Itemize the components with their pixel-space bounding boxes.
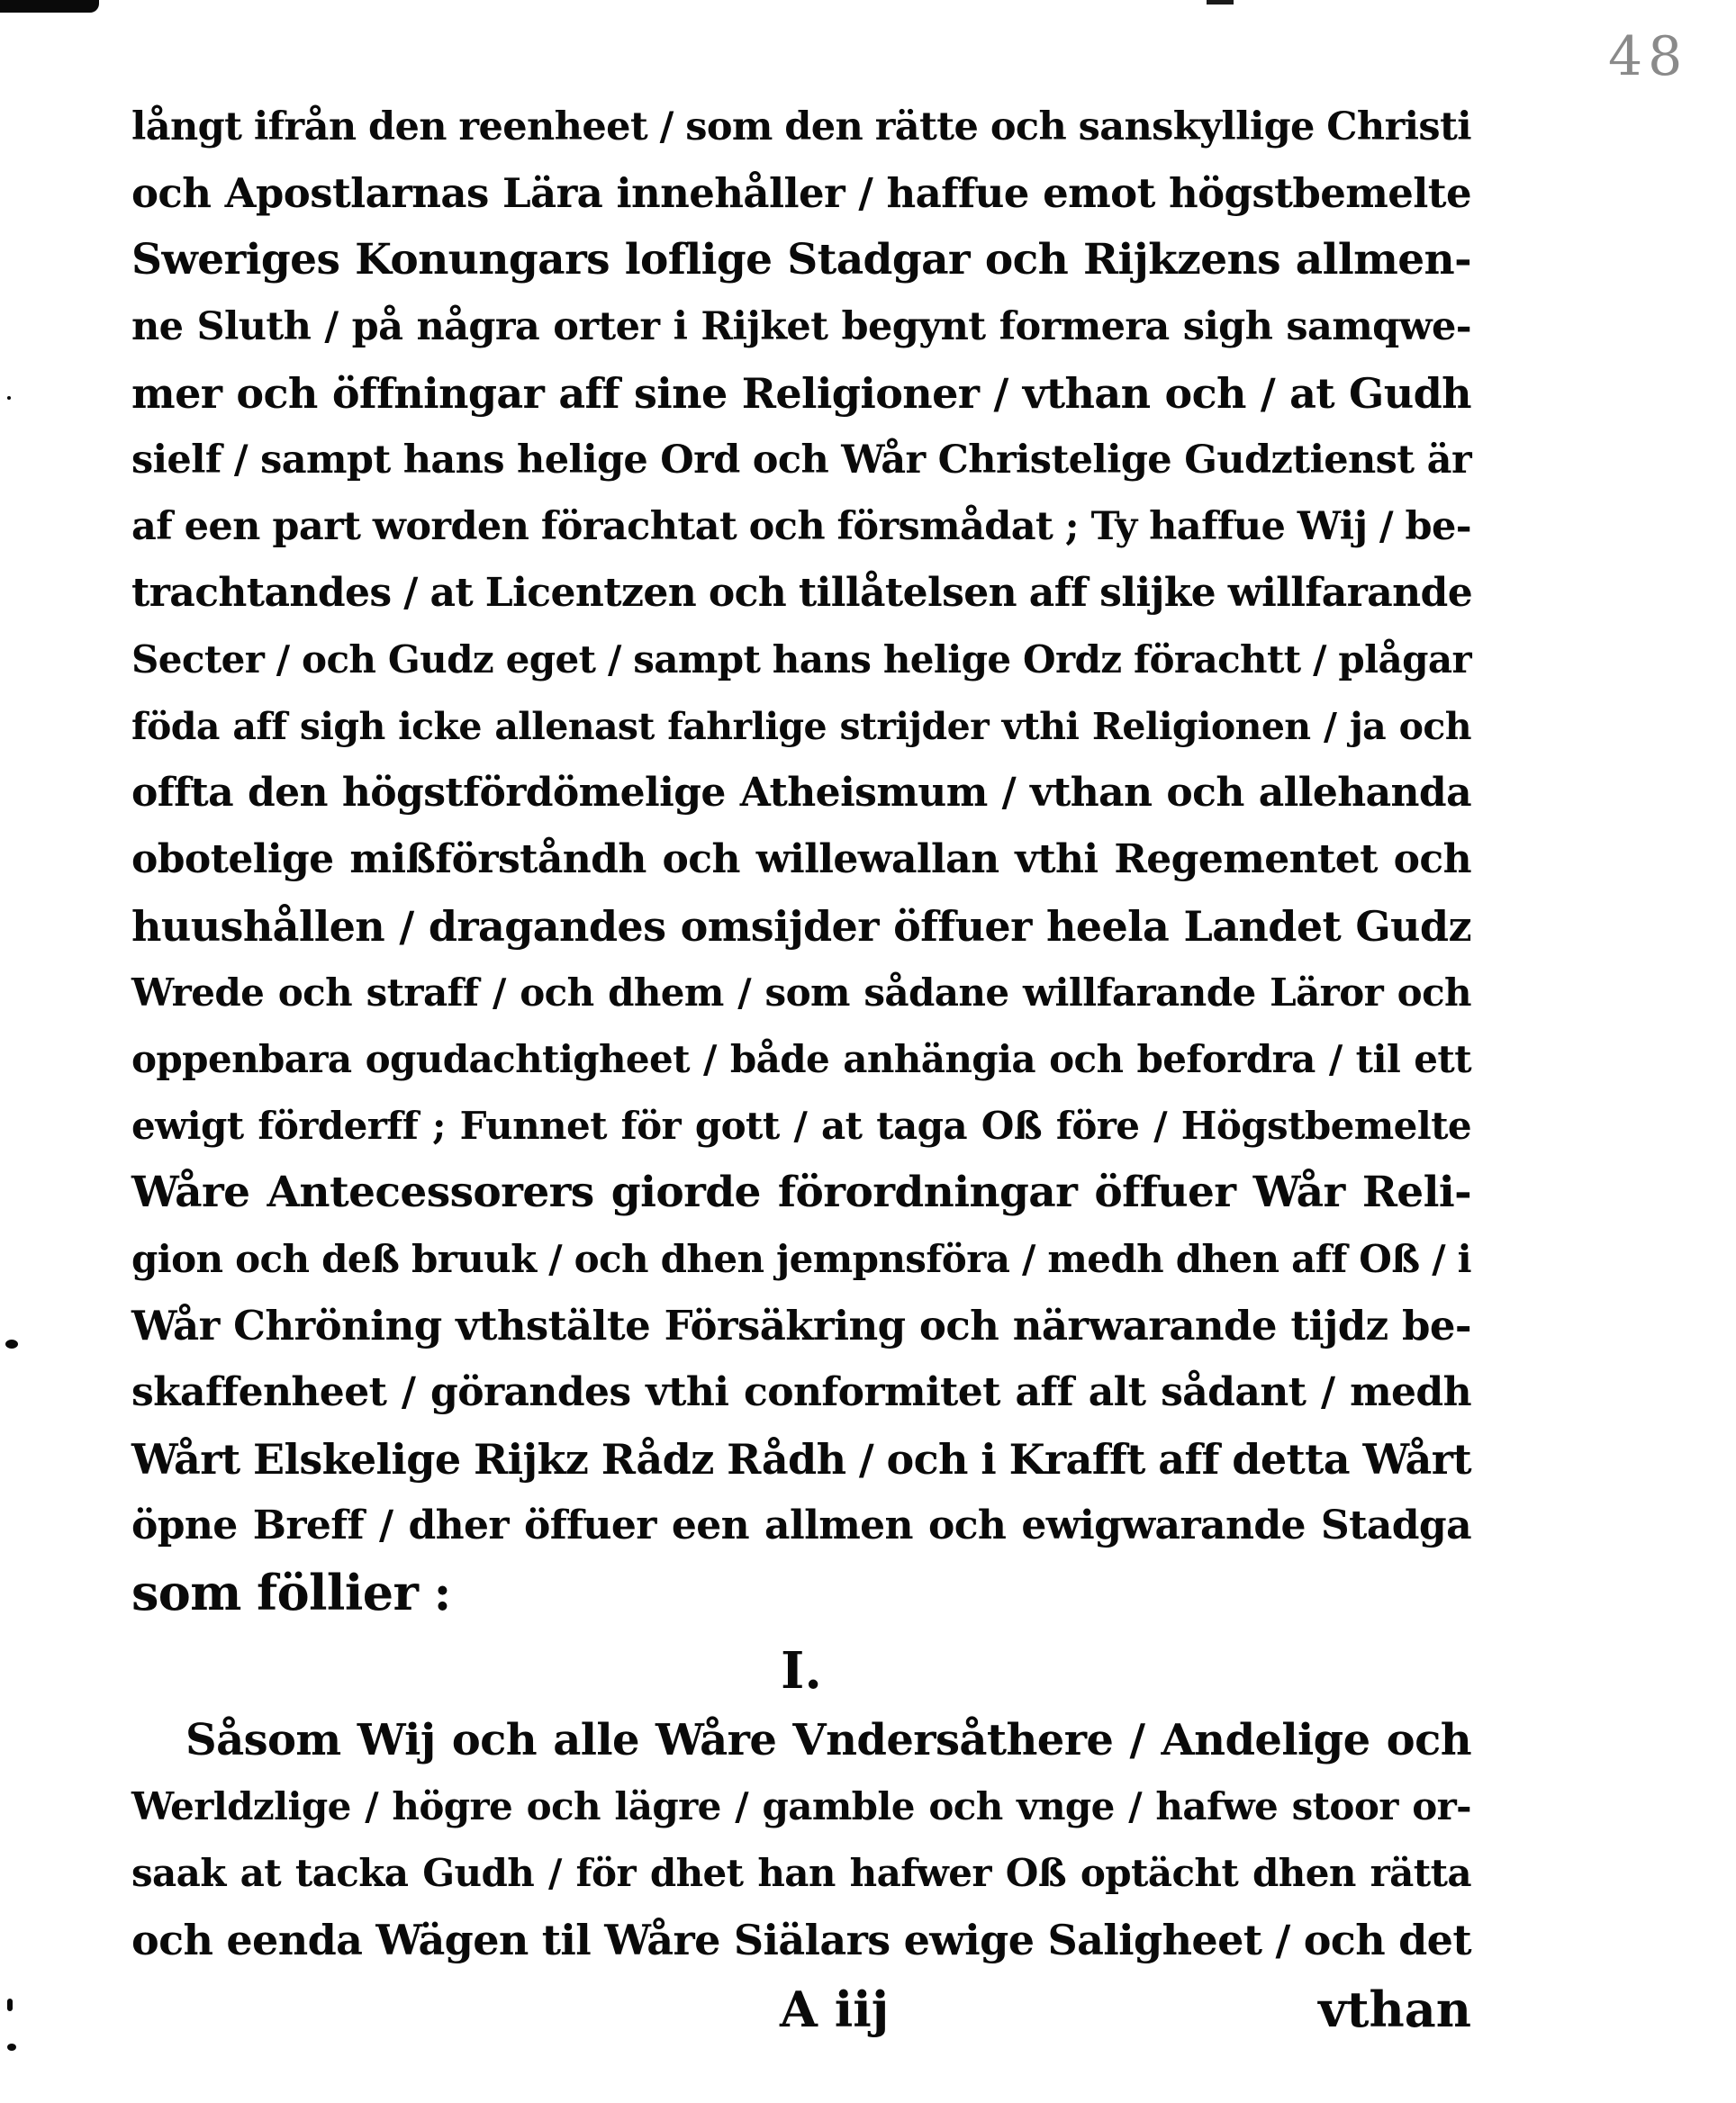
text-line: gion och deß bruuk / och dhen jempnsföra / medh dhen aff Oß / i [131,1237,1471,1281]
text-line: Wåre Antecessorers giorde förordningar öffuer Wår Reli- [131,1168,1471,1217]
text-line: ne Sluth / på några orter i Rijket begynt formera sigh samqwe- [131,304,1471,349]
catchword: vthan [1318,1981,1471,2038]
text-line: af een part worden förachtat och försmådat ; Ty haffue Wij / be- [131,504,1471,549]
text-line: långt ifrån den reenheet / som den rätte och sanskyllige Christi [131,104,1471,149]
text-line: offta den högstfördömelige Atheismum / vthan och allehanda [131,770,1471,816]
section-text-line: Werldzlige / högre och lägre / gamble och vnge / hafwe stoor or- [131,1784,1471,1828]
body-text [131,94,1471,2045]
margin-ink-dot [7,2044,16,2051]
top-edge-shadow [0,0,99,13]
text-line: obotelige mißförståndh och willewallan vthi Regementet och [131,836,1471,882]
signature-mark: A iij [780,1981,890,2038]
text-line: mer och öffningar aff sine Religioner / vthan och / at Gudh [131,369,1471,418]
text-line: trachtandes / at Licentzen och tillåtelsen aff slijke willfarande [131,570,1473,616]
text-line: öpne Breff / dher öffuer een allmen och ewigwarande Stadga [131,1503,1471,1548]
section-number: I. [781,1641,822,1701]
text-line: som föllier : [131,1564,451,1621]
text-line: Wår Chröning vthstälte Försäkring och närwarande tijdz be- [131,1302,1471,1349]
section-text-line: och eenda Wägen til Wåre Siälars ewige Saligheet / och det [131,1916,1471,1964]
text-line: Wrede och straff / och dhem / som sådane willfarande Läror och [131,970,1471,1015]
section-text-line: saak at tacka Gudh / för dhet han hafwer Oß optächt dhen rätta [131,1851,1471,1895]
page-footer [131,1973,1471,2045]
margin-ink-dot [5,1340,18,1349]
text-line: och Apostlarnas Lära innehåller / haffue emot högstbemelte [131,169,1471,217]
margin-ink-dot [7,396,11,400]
text-line: Wårt Elskelige Rijkz Rådz Rådh / och i Krafft aff detta Wårt [131,1435,1471,1484]
section-text-line: Såsom Wij och alle Wåre Vndersåthere / Andelige och [185,1715,1471,1765]
text-line: sielf / sampt hans helige Ord och Wår Christelige Gudztienst är [131,438,1471,483]
top-edge-mark [1207,0,1234,5]
text-line: huushållen / dragandes omsijder öffuer heela Landet Gudz [131,902,1471,951]
text-line: ewigt förderff ; Funnet för gott / at taga Oß före / Högstbemelte [131,1104,1471,1148]
text-line: Sweriges Konungars loflige Stadgar och Rijkzens allmen- [131,235,1471,284]
text-line: Secter / och Gudz eget / sampt hans helige Ordz förachtt / plågar [131,637,1471,681]
folio-number: 48 [1608,25,1688,88]
text-line: föda aff sigh icke allenast fahrlige strijder vthi Religionen / ja och [131,705,1471,748]
text-line: oppenbara ogudachtigheet / både anhängia och befordra / til ett [131,1037,1471,1081]
margin-ink-dot [7,1999,13,2011]
text-line: skaffenheet / görandes vthi conformitet aff alt sådant / medh [131,1369,1471,1415]
